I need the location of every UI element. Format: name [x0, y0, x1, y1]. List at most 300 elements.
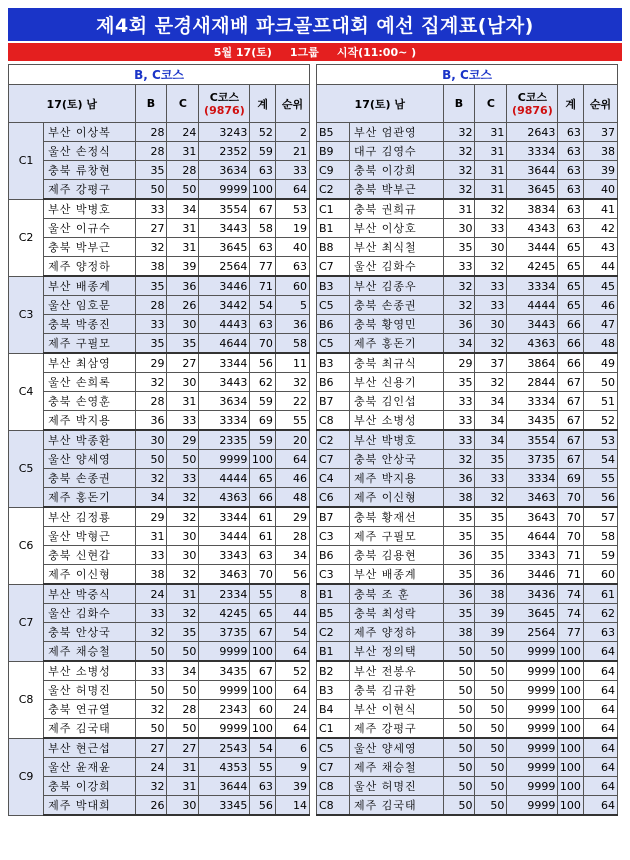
group-code: C2	[317, 430, 350, 450]
b-score: 32	[443, 161, 475, 180]
c-score: 50	[475, 642, 507, 662]
ccourse-holes: 3443	[507, 315, 558, 334]
player-name: 부산 최식철	[349, 238, 443, 257]
player-name: 충북 김용현	[349, 546, 443, 565]
ccourse-holes: 3864	[507, 353, 558, 373]
c-score: 32	[167, 565, 199, 585]
group-label: C1	[9, 123, 44, 200]
player-name: 충북 이강희	[349, 161, 443, 180]
b-score: 35	[443, 527, 475, 546]
group-code: C7	[317, 450, 350, 469]
rank: 40	[275, 238, 309, 257]
table-row	[9, 758, 310, 777]
table-row	[317, 430, 618, 450]
table-row	[9, 604, 310, 623]
schedule-bar	[8, 43, 622, 61]
rank: 60	[583, 565, 617, 585]
rank: 56	[275, 565, 309, 585]
b-score: 36	[443, 546, 475, 565]
player-name: 충북 안상국	[44, 623, 135, 642]
c-score: 31	[167, 142, 199, 161]
rank: 32	[275, 373, 309, 392]
total-score: 100	[558, 661, 584, 681]
ccourse-holes: 9999	[199, 642, 250, 662]
ccourse-holes: 3644	[199, 777, 250, 796]
rank: 64	[583, 681, 617, 700]
day-header: 17(토) 남	[9, 85, 136, 123]
ccourse-holes: 3334	[507, 469, 558, 488]
player-name: 충북 박종진	[44, 315, 135, 334]
b-score: 38	[135, 565, 167, 585]
rank: 61	[583, 584, 617, 604]
group-label: C3	[9, 276, 44, 353]
b-score: 38	[135, 257, 167, 277]
c-score: 32	[475, 257, 507, 277]
b-score: 50	[135, 180, 167, 200]
b-score: 35	[443, 373, 475, 392]
total-score: 69	[558, 469, 584, 488]
schedule-date: 5월 17(토)	[213, 46, 272, 59]
b-score: 33	[135, 199, 167, 219]
group-code: C1	[317, 719, 350, 739]
ccourse-holes: 9999	[507, 700, 558, 719]
b-score: 38	[443, 488, 475, 508]
player-name: 제주 구필모	[349, 527, 443, 546]
total-score: 66	[558, 353, 584, 373]
total-score: 63	[558, 219, 584, 238]
group-code: C3	[317, 565, 350, 585]
table-row	[317, 450, 618, 469]
table-row	[317, 199, 618, 219]
player-name: 충북 박부근	[44, 238, 135, 257]
table-row	[9, 527, 310, 546]
ccourse-header	[199, 85, 250, 123]
b-score: 50	[443, 719, 475, 739]
total-score: 63	[250, 161, 276, 180]
ccourse-holes: 2335	[199, 430, 250, 450]
ccourse-holes: 3554	[199, 199, 250, 219]
total-score: 63	[558, 180, 584, 200]
ccourse-holes: 3554	[507, 430, 558, 450]
rank: 64	[583, 719, 617, 739]
group-code: B6	[317, 315, 350, 334]
table-row	[9, 276, 310, 296]
total-header: 계	[250, 85, 276, 123]
c-score: 50	[475, 796, 507, 816]
day-header: 17(토) 남	[317, 85, 444, 123]
player-name: 울산 허명진	[349, 777, 443, 796]
course-label: B, C코스	[9, 65, 310, 85]
table-row	[9, 411, 310, 431]
total-score: 100	[558, 700, 584, 719]
player-name: 부산 최삼영	[44, 353, 135, 373]
rank: 64	[275, 450, 309, 469]
rank: 64	[275, 642, 309, 662]
table-row	[9, 392, 310, 411]
b-score: 33	[443, 411, 475, 431]
ccourse-holes: 3334	[507, 142, 558, 161]
group-label: C9	[9, 738, 44, 815]
c-score: 39	[475, 623, 507, 642]
b-score: 24	[135, 584, 167, 604]
player-name: 충북 안상국	[349, 450, 443, 469]
c-score: 50	[475, 661, 507, 681]
rank: 8	[275, 584, 309, 604]
ccourse-holes: 4245	[199, 604, 250, 623]
total-score: 65	[558, 296, 584, 315]
rank: 43	[583, 238, 617, 257]
ccourse-holes: 4363	[199, 488, 250, 508]
rank: 47	[583, 315, 617, 334]
c-score: 34	[475, 392, 507, 411]
player-name: 제주 채승철	[349, 758, 443, 777]
total-score: 70	[250, 334, 276, 354]
b-score: 35	[443, 604, 475, 623]
player-name: 울산 이규수	[44, 219, 135, 238]
group-label: C6	[9, 507, 44, 584]
player-name: 제주 김국태	[349, 796, 443, 816]
table-row	[317, 123, 618, 142]
total-score: 100	[558, 642, 584, 662]
player-name: 제주 이신형	[349, 488, 443, 508]
ccourse-holes: 2844	[507, 373, 558, 392]
b-score: 36	[443, 584, 475, 604]
c-score: 31	[167, 392, 199, 411]
table-row	[317, 546, 618, 565]
player-name: 부산 소병성	[349, 411, 443, 431]
total-score: 71	[250, 276, 276, 296]
rank: 63	[275, 257, 309, 277]
ccourse-header	[507, 85, 558, 123]
rank: 48	[275, 488, 309, 508]
ccourse-label: C코스	[517, 90, 548, 104]
rank: 44	[275, 604, 309, 623]
rank: 57	[583, 507, 617, 527]
b-score: 50	[135, 450, 167, 469]
rank: 55	[583, 469, 617, 488]
ccourse-holes: 4343	[507, 219, 558, 238]
b-score: 32	[135, 238, 167, 257]
ccourse-holes: 9999	[199, 450, 250, 469]
c-score: 30	[475, 315, 507, 334]
c-score: 29	[167, 430, 199, 450]
table-row	[317, 623, 618, 642]
table-row	[317, 238, 618, 257]
total-score: 52	[250, 123, 276, 142]
rank: 64	[275, 719, 309, 739]
player-name: 부산 배종계	[349, 565, 443, 585]
b-score: 24	[135, 758, 167, 777]
total-score: 65	[250, 469, 276, 488]
ccourse-holes: 2643	[507, 123, 558, 142]
c-score: 33	[475, 469, 507, 488]
rank: 54	[275, 623, 309, 642]
b-score: 29	[135, 507, 167, 527]
ccourse-holes: 3634	[199, 392, 250, 411]
c-score: 30	[167, 315, 199, 334]
table-row	[9, 296, 310, 315]
total-score: 59	[250, 142, 276, 161]
rank: 11	[275, 353, 309, 373]
ccourse-holes: 3334	[507, 276, 558, 296]
total-score: 63	[558, 199, 584, 219]
player-name: 충북 황영민	[349, 315, 443, 334]
c-score: 31	[167, 758, 199, 777]
total-score: 67	[250, 623, 276, 642]
group-code: C9	[317, 161, 350, 180]
rank: 40	[583, 180, 617, 200]
c-score: 50	[167, 180, 199, 200]
c-score: 50	[167, 642, 199, 662]
table-row	[9, 546, 310, 565]
rank: 41	[583, 199, 617, 219]
player-name: 제주 김국태	[44, 719, 135, 739]
table-row	[317, 700, 618, 719]
total-score: 74	[558, 604, 584, 623]
c-score: 30	[475, 238, 507, 257]
player-name: 충북 이강희	[44, 777, 135, 796]
total-score: 63	[250, 315, 276, 334]
b-score: 35	[135, 334, 167, 354]
group-code: C5	[317, 334, 350, 354]
ccourse-holes: 4644	[507, 527, 558, 546]
b-score: 31	[135, 527, 167, 546]
player-name: 울산 양세영	[44, 450, 135, 469]
ccourse-holes: 3343	[507, 546, 558, 565]
ccourse-holes: 4444	[507, 296, 558, 315]
ccourse-holes: 3435	[507, 411, 558, 431]
player-name: 제주 강평구	[349, 719, 443, 739]
c-score: 35	[475, 507, 507, 527]
ccourse-holes: 9999	[507, 796, 558, 816]
table-row	[9, 681, 310, 700]
rank: 42	[583, 219, 617, 238]
ccourse-holes: 2564	[199, 257, 250, 277]
ccourse-holes: 3442	[199, 296, 250, 315]
ccourse-holes: 3643	[507, 507, 558, 527]
table-row	[9, 738, 310, 758]
rank: 2	[275, 123, 309, 142]
ccourse-holes: 3444	[507, 238, 558, 257]
c-score: 50	[475, 681, 507, 700]
total-score: 56	[250, 796, 276, 816]
total-score: 59	[250, 392, 276, 411]
table-row	[317, 758, 618, 777]
group-code: B9	[317, 142, 350, 161]
total-score: 100	[250, 642, 276, 662]
c-score: 33	[475, 276, 507, 296]
ccourse-holes: 2343	[199, 700, 250, 719]
c-score: 32	[167, 488, 199, 508]
total-score: 58	[250, 219, 276, 238]
c-score: 30	[167, 527, 199, 546]
total-score: 65	[558, 257, 584, 277]
table-row	[317, 796, 618, 816]
ccourse-holes: 2334	[199, 584, 250, 604]
group-code: B7	[317, 507, 350, 527]
table-row	[9, 584, 310, 604]
group-code: B3	[317, 681, 350, 700]
player-name: 부산 이상복	[44, 123, 135, 142]
ccourse-holes: 3436	[507, 584, 558, 604]
c-score: 33	[475, 296, 507, 315]
c-score: 30	[167, 373, 199, 392]
rank: 46	[583, 296, 617, 315]
table-row	[9, 315, 310, 334]
group-code: C7	[317, 257, 350, 277]
table-row	[317, 180, 618, 200]
total-score: 54	[250, 738, 276, 758]
b-score: 38	[443, 623, 475, 642]
ccourse-holes: 4353	[199, 758, 250, 777]
table-row	[317, 161, 618, 180]
table-row	[317, 527, 618, 546]
b-score: 28	[135, 123, 167, 142]
rank: 51	[583, 392, 617, 411]
total-score: 70	[558, 527, 584, 546]
player-name: 부산 박병호	[44, 199, 135, 219]
ccourse-holes: 2564	[507, 623, 558, 642]
table-row	[317, 257, 618, 277]
total-score: 63	[558, 161, 584, 180]
table-row	[317, 411, 618, 431]
b-score: 30	[135, 430, 167, 450]
ccourse-holes: 3344	[199, 353, 250, 373]
total-score: 67	[250, 661, 276, 681]
ccourse-code: (9876)	[204, 103, 245, 117]
b-score: 36	[443, 315, 475, 334]
rank: 64	[275, 180, 309, 200]
table-row	[317, 681, 618, 700]
c-score: 50	[167, 681, 199, 700]
player-name: 부산 박종환	[44, 430, 135, 450]
b-header: B	[135, 85, 167, 123]
player-name: 부산 현근섭	[44, 738, 135, 758]
b-score: 35	[135, 276, 167, 296]
total-score: 56	[250, 353, 276, 373]
total-score: 100	[558, 758, 584, 777]
total-score: 63	[250, 238, 276, 257]
c-score: 50	[167, 719, 199, 739]
ccourse-holes: 3344	[199, 507, 250, 527]
b-score: 32	[443, 123, 475, 142]
rank: 64	[583, 661, 617, 681]
player-name: 울산 허명진	[44, 681, 135, 700]
player-name: 충북 김인섭	[349, 392, 443, 411]
table-row	[317, 219, 618, 238]
rank: 6	[275, 738, 309, 758]
b-score: 35	[443, 238, 475, 257]
player-name: 제주 이신형	[44, 565, 135, 585]
table-row	[317, 469, 618, 488]
rank: 58	[583, 527, 617, 546]
ccourse-holes: 3343	[199, 546, 250, 565]
player-name: 울산 손정식	[44, 142, 135, 161]
ccourse-holes: 3243	[199, 123, 250, 142]
rank: 56	[583, 488, 617, 508]
c-score: 33	[167, 469, 199, 488]
total-score: 100	[250, 719, 276, 739]
table-row	[9, 642, 310, 662]
group-code: B8	[317, 238, 350, 257]
total-score: 55	[250, 584, 276, 604]
rank: 20	[275, 430, 309, 450]
c-score: 32	[475, 199, 507, 219]
total-header: 계	[558, 85, 584, 123]
rank: 46	[275, 469, 309, 488]
group-label: C4	[9, 353, 44, 430]
ccourse-label: C코스	[209, 90, 240, 104]
b-score: 50	[135, 681, 167, 700]
c-score: 33	[167, 411, 199, 431]
rank-header: 순위	[275, 85, 309, 123]
total-score: 69	[250, 411, 276, 431]
player-name: 울산 임호문	[44, 296, 135, 315]
total-score: 100	[250, 681, 276, 700]
rank: 63	[583, 623, 617, 642]
rank: 64	[583, 738, 617, 758]
player-name: 부산 박병호	[349, 430, 443, 450]
c-score: 32	[167, 507, 199, 527]
c-header: C	[167, 85, 199, 123]
b-score: 36	[443, 469, 475, 488]
table-row	[317, 334, 618, 354]
group-code: C2	[317, 180, 350, 200]
table-row	[317, 604, 618, 623]
b-score: 36	[135, 411, 167, 431]
total-score: 71	[558, 546, 584, 565]
b-score: 33	[443, 257, 475, 277]
rank: 33	[275, 161, 309, 180]
player-name: 부산 이현식	[349, 700, 443, 719]
b-score: 50	[443, 642, 475, 662]
table-row	[317, 777, 618, 796]
total-score: 55	[250, 758, 276, 777]
ccourse-holes: 3334	[507, 392, 558, 411]
c-score: 31	[167, 584, 199, 604]
player-name: 부산 전봉우	[349, 661, 443, 681]
ccourse-holes: 3443	[199, 219, 250, 238]
group-code: B1	[317, 642, 350, 662]
rank: 55	[275, 411, 309, 431]
rank: 64	[583, 642, 617, 662]
group-code: C5	[317, 296, 350, 315]
table-row	[9, 623, 310, 642]
b-score: 50	[443, 777, 475, 796]
b-score: 32	[135, 623, 167, 642]
rank: 39	[583, 161, 617, 180]
c-score: 26	[167, 296, 199, 315]
b-score: 35	[443, 565, 475, 585]
rank: 62	[583, 604, 617, 623]
group-code: C6	[317, 488, 350, 508]
ccourse-holes: 2543	[199, 738, 250, 758]
page-title: 제4회 문경새재배 파크골프대회 예선 집계표(남자)	[8, 8, 622, 41]
rank: 19	[275, 219, 309, 238]
rank: 44	[583, 257, 617, 277]
c-score: 31	[475, 142, 507, 161]
c-score: 39	[475, 604, 507, 623]
table-row	[9, 199, 310, 219]
ccourse-holes: 4443	[199, 315, 250, 334]
rank: 60	[275, 276, 309, 296]
player-name: 부산 엄관영	[349, 123, 443, 142]
table-row	[317, 488, 618, 508]
c-score: 27	[167, 353, 199, 373]
b-score: 28	[135, 392, 167, 411]
rank: 49	[583, 353, 617, 373]
player-name: 울산 양세영	[349, 738, 443, 758]
